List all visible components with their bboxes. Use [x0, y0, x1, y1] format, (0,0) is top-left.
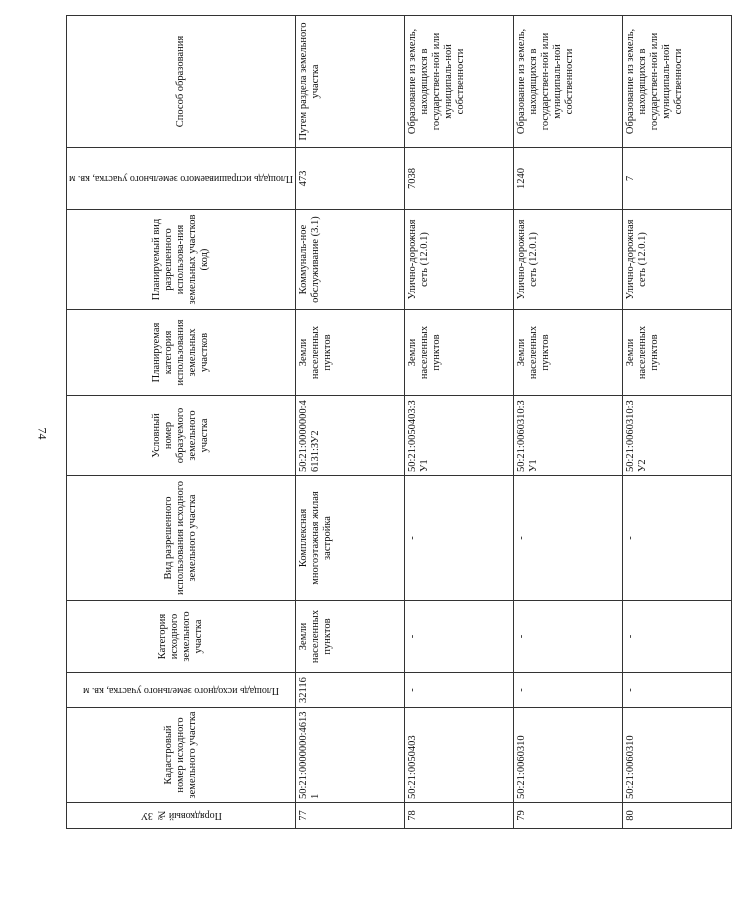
cell-source-area: 32116	[296, 673, 405, 708]
cell-planned-use: Коммуналь-ное обслуживание (3.1)	[296, 210, 405, 310]
cell-source-category: -	[514, 601, 623, 673]
cell-row-no: 78	[405, 803, 514, 829]
cell-formation-method: Путем раздела земельного участка	[296, 16, 405, 148]
cell-source-use: -	[623, 476, 732, 601]
cell-row-no: 80	[623, 803, 732, 829]
cell-requested-area: 473	[296, 148, 405, 210]
cell-cadastral-number: 50:21:0000000:46131	[296, 708, 405, 803]
cell-source-use: -	[405, 476, 514, 601]
cell-new-number: 50:21:0000000:46131:ЗУ2	[296, 396, 405, 476]
cell-row-no: 77	[296, 803, 405, 829]
cell-planned-use: Улично-дорожная сеть (12.0.1)	[405, 210, 514, 310]
page-number: 74	[35, 427, 50, 440]
header-new-number: Условный номер образуемого земельного участка	[67, 396, 296, 476]
table-row	[405, 16, 514, 829]
cell-row-no: 79	[514, 803, 623, 829]
header-requested-area-label: Площадь испрашиваемого земельного участка, кв. м	[69, 173, 294, 185]
cell-requested-area: 7	[623, 148, 732, 210]
table-row	[296, 16, 405, 829]
header-source-area	[67, 673, 296, 708]
cell-formation-method: Образование из земель, находящихся в государствен-ной или муниципаль-ной собственности	[405, 16, 514, 148]
cell-source-category: -	[405, 601, 514, 673]
cell-requested-area: 7038	[405, 148, 514, 210]
land-plots-table	[66, 15, 732, 829]
header-planned-category: Планируемая категория использования земельных участков	[67, 310, 296, 396]
cell-source-use: Комплексная многоэтажная жилая застройка	[296, 476, 405, 601]
cell-formation-method: Образование из земель, находящихся в государствен-ной или муниципаль-ной собственности	[514, 16, 623, 148]
cell-source-area: -	[514, 673, 623, 708]
cell-new-number: 50:21:0060310:ЗУ2	[623, 396, 732, 476]
table-container	[66, 16, 685, 829]
cell-planned-category: Земли населенных пунктов	[405, 310, 514, 396]
table-row	[514, 16, 623, 829]
cell-new-number: 50:21:0060310:ЗУ1	[514, 396, 623, 476]
cell-source-category: -	[623, 601, 732, 673]
cell-planned-category: Земли населенных пунктов	[623, 310, 732, 396]
cell-planned-use: Улично-дорожная сеть (12.0.1)	[514, 210, 623, 310]
header-requested-area	[67, 148, 296, 210]
cell-formation-method: Образование из земель, находящихся в государствен-ной или муниципаль-ной собственности	[623, 16, 732, 148]
table-row	[623, 16, 732, 829]
cell-source-use: -	[514, 476, 623, 601]
cell-planned-category: Земли населенных пунктов	[514, 310, 623, 396]
header-row-no-label: Порядковый № ЗУ	[140, 810, 222, 822]
cell-planned-category: Земли населенных пунктов	[296, 310, 405, 396]
header-cadastral-number: Кадастровый номер исходного земельного участка	[67, 708, 296, 803]
cell-cadastral-number: 50:21:0060310	[623, 708, 732, 803]
cell-source-category: Земли населенных пунктов	[296, 601, 405, 673]
cell-cadastral-number: 50:21:0050403	[405, 708, 514, 803]
header-row-no	[67, 803, 296, 829]
header-row	[67, 16, 296, 829]
cell-planned-use: Улично-дорожная сеть (12.0.1)	[623, 210, 732, 310]
rotated-table-frame	[66, 16, 685, 829]
header-source-category: Категория исходного земельного участка	[67, 601, 296, 673]
cell-source-area: -	[623, 673, 732, 708]
cell-source-area: -	[405, 673, 514, 708]
header-formation-method: Способ образования	[67, 16, 296, 148]
cell-cadastral-number: 50:21:0060310	[514, 708, 623, 803]
cell-new-number: 50:21:0050403:ЗУ1	[405, 396, 514, 476]
cell-requested-area: 1240	[514, 148, 623, 210]
header-source-area-label: Площадь исходного земельного участка, кв. м	[83, 684, 280, 696]
header-planned-use: Планируемый вид разрешенного использова-ния земельных участков (код)	[67, 210, 296, 310]
header-source-use: Вид разрешенного использования исходного земельного участка	[67, 476, 296, 601]
